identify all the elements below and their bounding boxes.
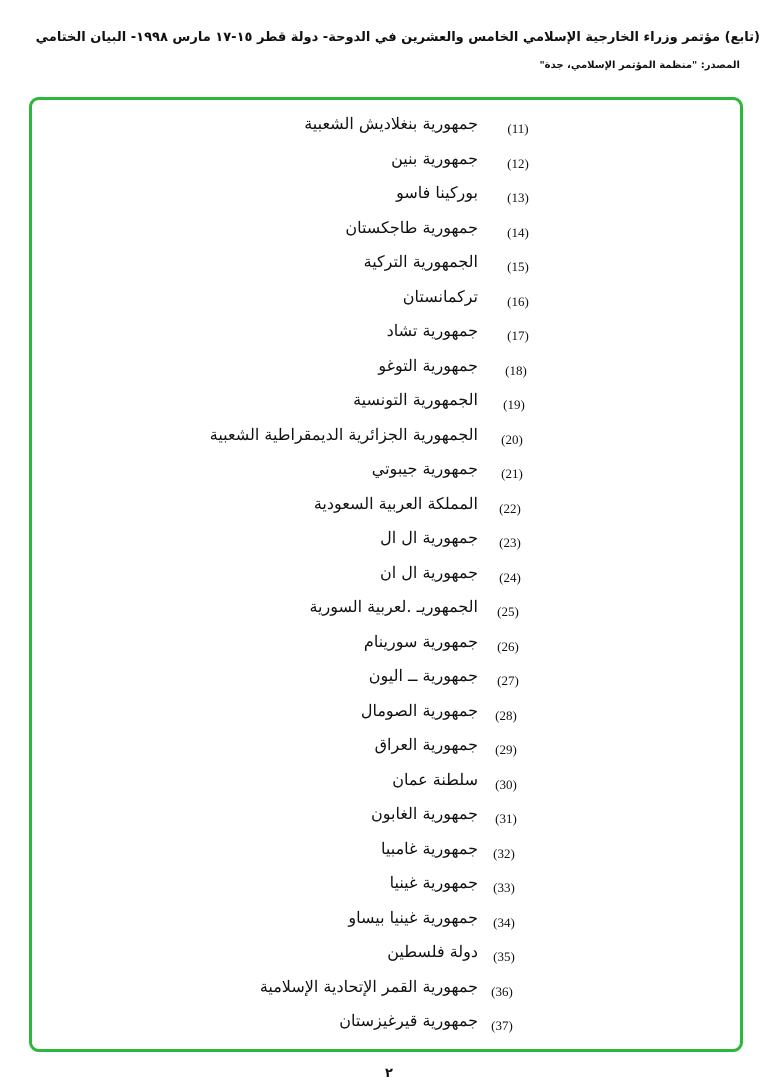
list-item <box>0 1009 778 1043</box>
list-item-country: تركمانستان <box>402 286 478 306</box>
list-item-number: (23) <box>499 535 521 550</box>
list-item <box>0 975 778 1009</box>
list-item <box>0 630 778 664</box>
list-item <box>0 561 778 595</box>
list-item <box>0 147 778 181</box>
list-item-country: جمهورية العراق <box>374 735 478 754</box>
list-item-country: جمهورية سورينام <box>363 631 478 651</box>
list-item-number: (21) <box>501 466 523 481</box>
list-item-country: الجمهوريـ .لعربية السورية <box>309 597 478 616</box>
list-item-country: المملكة العربية السعودية <box>313 493 478 513</box>
list-item-number: (30) <box>495 776 517 792</box>
list-item-number: (22) <box>499 500 521 516</box>
list-item-number: (29) <box>495 742 517 757</box>
list-item <box>0 492 778 526</box>
list-item-country: بوركينا فاسو <box>396 183 478 202</box>
document-title: (تابع) مؤتمر وزراء الخارجية الإسلامي الخامس والعشرين في الدوحة- دولة قطر ١٥-١٧ مارس ١٩٩٨- البيان الختامي <box>35 30 760 45</box>
list-item-number: (32) <box>493 845 515 861</box>
list-item <box>0 112 778 146</box>
list-item <box>0 802 778 836</box>
list-item-country: جمهورية بنغلاديش الشعبية <box>304 114 478 133</box>
list-item-number: (20) <box>501 431 523 447</box>
list-item-country: الجمهورية الجزائرية الديمقراطية الشعبية <box>209 424 478 444</box>
list-item-country: جمهورية ال ان <box>380 562 478 582</box>
list-item-country: سلطنة عمان <box>392 769 478 789</box>
list-item-country: جمهورية تشاد <box>386 321 478 340</box>
list-item-number: (16) <box>507 293 529 309</box>
list-item <box>0 733 778 767</box>
list-item-number: (13) <box>507 190 529 205</box>
list-item <box>0 354 778 388</box>
list-item <box>0 940 778 974</box>
list-item-country: جمهورية غامبيا <box>381 838 478 858</box>
document-source: المصدر: "منظمة المؤتمر الإسلامي، جدة" <box>539 60 740 71</box>
list-item-number: (28) <box>495 707 517 723</box>
list-item <box>0 319 778 353</box>
list-item-country: جمهورية غينيا بيساو <box>348 907 478 927</box>
list-item-country: جمهورية قيرغيزستان <box>339 1011 478 1030</box>
list-item-country: دولة فلسطين <box>387 942 478 961</box>
list-item-number: (31) <box>495 811 517 826</box>
list-item-number: (11) <box>507 121 529 136</box>
list-item <box>0 216 778 250</box>
list-item-country: جمهورية الغابون <box>370 804 478 823</box>
list-item <box>0 388 778 422</box>
list-item-country: جمهورية القمر الإتحادية الإسلامية <box>259 976 478 996</box>
list-item-country: جمهورية بنين <box>391 148 478 168</box>
list-item <box>0 837 778 871</box>
list-item-number: (15) <box>507 259 529 274</box>
list-item <box>0 423 778 457</box>
list-item-number: (36) <box>491 983 513 999</box>
list-item-country: الجمهورية التركية <box>363 252 478 271</box>
list-item-country: جمهورية الصومال <box>360 700 478 720</box>
list-item-number: (34) <box>493 914 515 930</box>
list-item <box>0 526 778 560</box>
list-item-number: (12) <box>507 155 529 171</box>
list-item <box>0 181 778 215</box>
list-item-number: (33) <box>493 880 515 895</box>
list-item-number: (17) <box>507 328 529 343</box>
list-item-number: (25) <box>497 604 519 619</box>
list-item-number: (35) <box>493 949 515 964</box>
list-item <box>0 699 778 733</box>
page-number: ٢ <box>385 1066 393 1081</box>
list-item-number: (19) <box>503 397 525 412</box>
list-item <box>0 664 778 698</box>
list-item <box>0 768 778 802</box>
list-item-number: (14) <box>507 224 529 240</box>
list-item <box>0 285 778 319</box>
list-item <box>0 595 778 629</box>
list-item <box>0 457 778 491</box>
list-item <box>0 871 778 905</box>
list-item-number: (26) <box>497 638 519 654</box>
list-item-number: (27) <box>497 673 519 688</box>
list-item-country: جمهورية التوغو <box>378 355 478 375</box>
list-item-country: جمهورية ال ال <box>380 528 478 547</box>
list-item <box>0 250 778 284</box>
list-item <box>0 906 778 940</box>
list-item-number: (37) <box>491 1018 513 1033</box>
list-item-country: جمهورية طاجكستان <box>345 217 478 237</box>
list-item-country: جمهورية ــ اليون <box>368 666 478 685</box>
list-item-country: الجمهورية التونسية <box>353 390 478 409</box>
list-item-country: جمهورية غينيا <box>389 873 478 892</box>
list-item-number: (24) <box>499 569 521 585</box>
list-item-number: (18) <box>505 362 527 378</box>
list-item-country: جمهورية جيبوتي <box>371 459 478 478</box>
